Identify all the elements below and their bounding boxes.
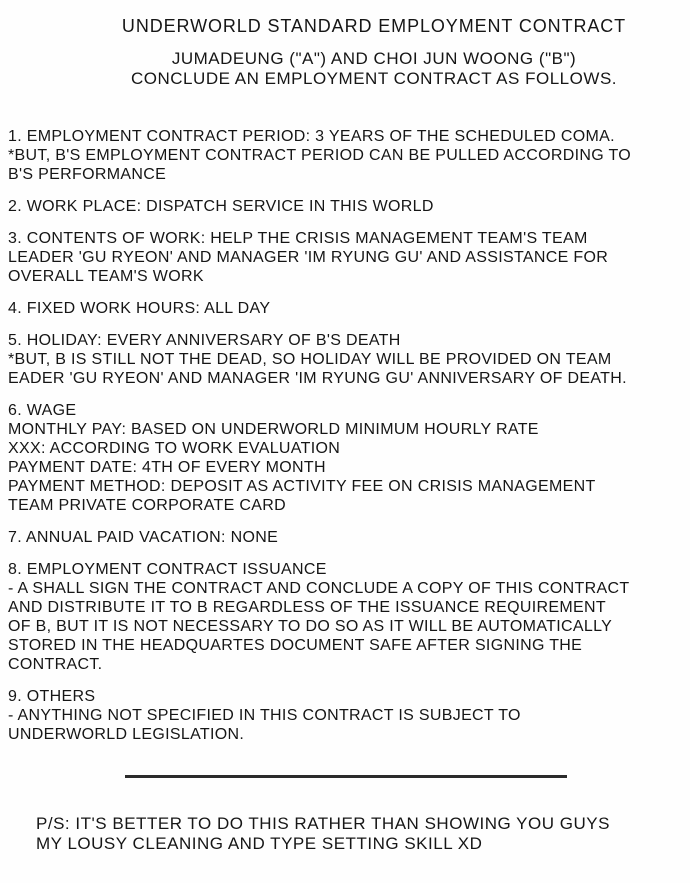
contract-line: MONTHLY PAY: BASED ON UNDERWORLD MINIMUM HOURLY RATE (8, 421, 539, 438)
contract-line: TEAM PRIVATE CORPORATE CARD (8, 497, 286, 514)
contract-line: 3. CONTENTS OF WORK: HELP THE CRISIS MANAGEMENT TEAM'S TEAM (8, 230, 588, 247)
section-9-others (8, 687, 662, 744)
contract-line: PAYMENT DATE: 4TH OF EVERY MONTH (8, 459, 326, 476)
contract-line: 2. WORK PLACE: DISPATCH SERVICE IN THIS WORLD (8, 198, 434, 215)
contract-line: B'S PERFORMANCE (8, 166, 167, 183)
section-1-employment-contract-period (8, 127, 662, 184)
contract-body (8, 127, 662, 744)
contract-line: 6. WAGE (8, 402, 77, 419)
contract-line: CONTRACT. (8, 656, 103, 673)
contract-line: XXX: ACCORDING TO WORK EVALUATION (8, 440, 341, 457)
section-8-employment-contract-issuance (8, 560, 662, 674)
contract-line: *BUT, B IS STILL NOT THE DEAD, SO HOLIDAY WILL BE PROVIDED ON TEAM (8, 351, 612, 368)
contract-line: *BUT, B'S EMPLOYMENT CONTRACT PERIOD CAN BE PULLED ACCORDING TO (8, 147, 632, 164)
contract-line: STORED IN THE HEADQUARTES DOCUMENT SAFE AFTER SIGNING THE (8, 637, 583, 654)
subtitle-line-1: JUMADEUNG ("A") AND CHOI JUN WOONG ("B") (171, 49, 577, 68)
contract-subtitle (58, 49, 690, 89)
contract-title: UNDERWORLD STANDARD EMPLOYMENT CONTRACT (121, 16, 627, 36)
section-2-work-place (8, 197, 662, 216)
section-4-fixed-work-hours (8, 299, 662, 318)
signature-divider-line (125, 775, 567, 778)
subtitle-line-2: CONCLUDE AN EMPLOYMENT CONTRACT AS FOLLOWS. (130, 69, 618, 88)
section-6-wage (8, 401, 662, 515)
contract-line: OVERALL TEAM'S WORK (8, 268, 204, 285)
contract-line: 1. EMPLOYMENT CONTRACT PERIOD: 3 YEARS OF THE SCHEDULED COMA. (8, 128, 615, 145)
contract-line: 4. FIXED WORK HOURS: ALL DAY (8, 300, 271, 317)
section-3-contents-of-work (8, 229, 662, 286)
contract-line: OF B, BUT IT IS NOT NECESSARY TO DO SO AS IT WILL BE AUTOMATICALLY (8, 618, 613, 635)
contract-line: 8. EMPLOYMENT CONTRACT ISSUANCE (8, 561, 327, 578)
section-7-annual-paid-vacation (8, 528, 662, 547)
contract-line: UNDERWORLD LEGISLATION. (8, 726, 245, 743)
contract-line: PAYMENT METHOD: DEPOSIT AS ACTIVITY FEE ON CRISIS MANAGEMENT (8, 478, 596, 495)
contract-line: - A SHALL SIGN THE CONTRACT AND CONCLUDE A COPY OF THIS CONTRACT (8, 580, 630, 597)
ps-line-1: P/S: IT'S BETTER TO DO THIS RATHER THAN SHOWING YOU GUYS (36, 814, 610, 833)
contract-line: 9. OTHERS (8, 688, 96, 705)
contract-line: LEADER 'GU RYEON' AND MANAGER 'IM RYUNG GU' AND ASSISTANCE FOR (8, 249, 609, 266)
ps-line-2: MY LOUSY CLEANING AND TYPE SETTING SKILL XD (36, 834, 483, 853)
translator-note (36, 814, 670, 854)
contract-line: AND DISTRIBUTE IT TO B REGARDLESS OF THE ISSUANCE REQUIREMENT (8, 599, 606, 616)
contract-header (0, 0, 690, 89)
contract-line: EADER 'GU RYEON' AND MANAGER 'IM RYUNG GU' ANNIVERSARY OF DEATH. (8, 370, 627, 387)
contract-line: 7. ANNUAL PAID VACATION: NONE (8, 529, 279, 546)
section-5-holiday (8, 331, 662, 388)
contract-line: - ANYTHING NOT SPECIFIED IN THIS CONTRACT IS SUBJECT TO (8, 707, 521, 724)
contract-line: 5. HOLIDAY: EVERY ANNIVERSARY OF B'S DEATH (8, 332, 401, 349)
